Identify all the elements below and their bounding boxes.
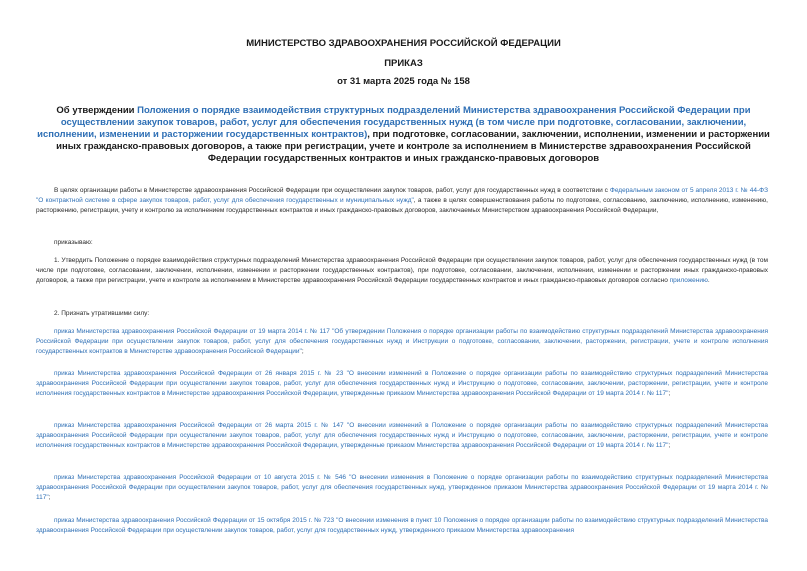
document-type: ПРИКАЗ <box>384 58 423 69</box>
repealed-item <box>36 516 768 536</box>
repealed-item <box>36 369 768 399</box>
repealed-order-link[interactable]: приказ Министерства здравоохранения Российской Федерации от 15 октября 2015 г. № 723 "О внесении изменения в пункт 10 Положения о порядке организации работы по взаимодействию структурных подразделений Министерства здравоохранения Российской Федерации при осуществлении закупок товаров, работ, услуг для государственных нужд, утвержденного приказом Министерства здравоохранения <box>36 517 768 534</box>
repealed-item <box>36 473 768 503</box>
repealed-order-link[interactable]: приказ Министерства здравоохранения Российской Федерации от 26 марта 2015 г. № 147 "О внесении изменений в Положение о порядке организации работы по взаимодействию структурных подразделений Министерства здравоохранения Российской Федерации при осуществлении закупок товаров, работ, услуг для обеспечения государственных нужд и Инструкцию о подготовке, согласовании, заключении, расторжении, регистрации, учете и контроле исполнения государственных контрактов в Министерстве здравоохранения Российской Федерации, утвержденные приказом Министерства здравоохранения Российской Федерации от 19 марта 2014 г. № 117" <box>36 422 768 449</box>
item-2-paragraph: 2. Признать утратившими силу: <box>54 310 150 317</box>
item-1-text: 1. Утвердить Положение о порядке взаимодействия структурных подразделений Министерства здравоохранения Российской Федерации при осуществлении закупок товаров, работ, услуг для обеспечения государственных нужд (в том числе при подготовке, согласовании, заключении, исполнении, изменении и расторжении государственных контрактов), при подготовке, согласовании, заключении, исполнении, изменении и расторжении иных гражданско-правовых договоров, а также при регистрации, учете и контроле за исполнением в Министерстве здравоохранения Российской Федерации государственных контрактов и иных гражданско-правовых договоров согласно <box>36 257 768 284</box>
repealed-order-link[interactable]: приказ Министерства здравоохранения Российской Федерации от 26 января 2015 г. № 23 "О внесении изменений в Положение о порядке организации работы по взаимодействию структурных подразделений Министерства здравоохранения Российской Федерации при осуществлении закупок товаров, работ, услуг для обеспечения государственных нужд и Инструкцию о подготовке, согласовании, заключении, расторжении, регистрации, учете и контроле исполнения государственных контрактов в Министерстве здравоохранения Российской Федерации, утвержденные приказом Министерства здравоохранения Российской Федерации от 19 марта 2014 г. № 117" <box>36 370 768 397</box>
preamble-text-2: , а также в целях совершенствования работы по подготовке, согласованию, заключению, исполнению, изменению, расторжению, регистрации, учету и контролю за исполнением государственных контрактов и иных гражданско-правовых договоров, заключаемых Министерством здравоохранения Российской Федерации, <box>36 197 768 214</box>
repealed-item-end: ; <box>48 494 51 501</box>
document-title <box>30 105 777 165</box>
title-prefix: Об утверждении <box>56 105 138 116</box>
title-link[interactable]: Положения о порядке взаимодействия структурных подразделений Министерства здравоохранения Российской Федерации при осуществлении закупок товаров, работ, услуг для обеспечения государственных нужд (в том числе при подготовке, согласовании, заключении, исполнении, изменении и расторжении государственных контрактов) <box>37 105 751 140</box>
title-suffix: , при подготовке, согласовании, заключении, исполнении, изменении и расторжении иных гражданско-правовых договоров, а также при регистрации, учете и контроле за исполнением в Министерстве здравоохранения Российской Федерации государственных контрактов и иных гражданско-правовых договоров <box>56 129 770 164</box>
repealed-item <box>36 327 768 357</box>
repealed-order-link[interactable]: приказ Министерства здравоохранения Российской Федерации от 10 августа 2015 г. № 546 "О внесении изменения в Положение о порядке организации работы по взаимодействию структурных подразделений Министерства здравоохранения Российской Федерации при осуществлении закупок товаров, работ, услуг для обеспечения государственных нужд, утвержденное приказом Министерства здравоохранения Российской Федерации от 19 марта 2014 г. № 117" <box>36 474 768 501</box>
repealed-item-end: ; <box>301 348 304 355</box>
ministry-heading: МИНИСТЕРСТВО ЗДРАВООХРАНЕНИЯ РОССИЙСКОЙ ФЕДЕРАЦИИ <box>246 38 561 49</box>
federal-law-link[interactable]: Федеральным законом от 5 апреля 2013 г. № 44-ФЗ "О контрактной системе в сфере закупок товаров, работ, услуг для обеспечения государственных и муниципальных нужд" <box>36 187 768 204</box>
preamble-paragraph <box>36 186 768 216</box>
document-date-number: от 31 марта 2025 года № 158 <box>337 76 470 87</box>
repealed-item-end: ; <box>668 442 671 449</box>
repealed-order-link[interactable]: приказ Министерства здравоохранения Российской Федерации от 19 марта 2014 г. № 117 "Об утверждении Положения о порядке организации работы по взаимодействию структурных подразделений Министерства здравоохранения Российской Федерации при осуществлении закупок товаров, работ, услуг для обеспечения государственных нужд и Инструкции о подготовке, согласовании, заключении, расторжении, регистрации, учете и контроле исполнения государственных контрактов в Министерстве здравоохранения Российской Федерации" <box>36 328 768 355</box>
order-word: приказываю: <box>54 239 93 246</box>
item-1-end: . <box>707 277 710 284</box>
repealed-item-end: ; <box>668 390 671 397</box>
item-1-paragraph <box>36 256 768 286</box>
repealed-item <box>36 421 768 451</box>
preamble-text-1: В целях организации работы в Министерстве здравоохранения Российской Федерации при осуществлении закупок товаров, работ, услуг для государственных нужд в соответствии с <box>54 187 610 194</box>
appendix-link[interactable]: приложению <box>669 277 708 284</box>
